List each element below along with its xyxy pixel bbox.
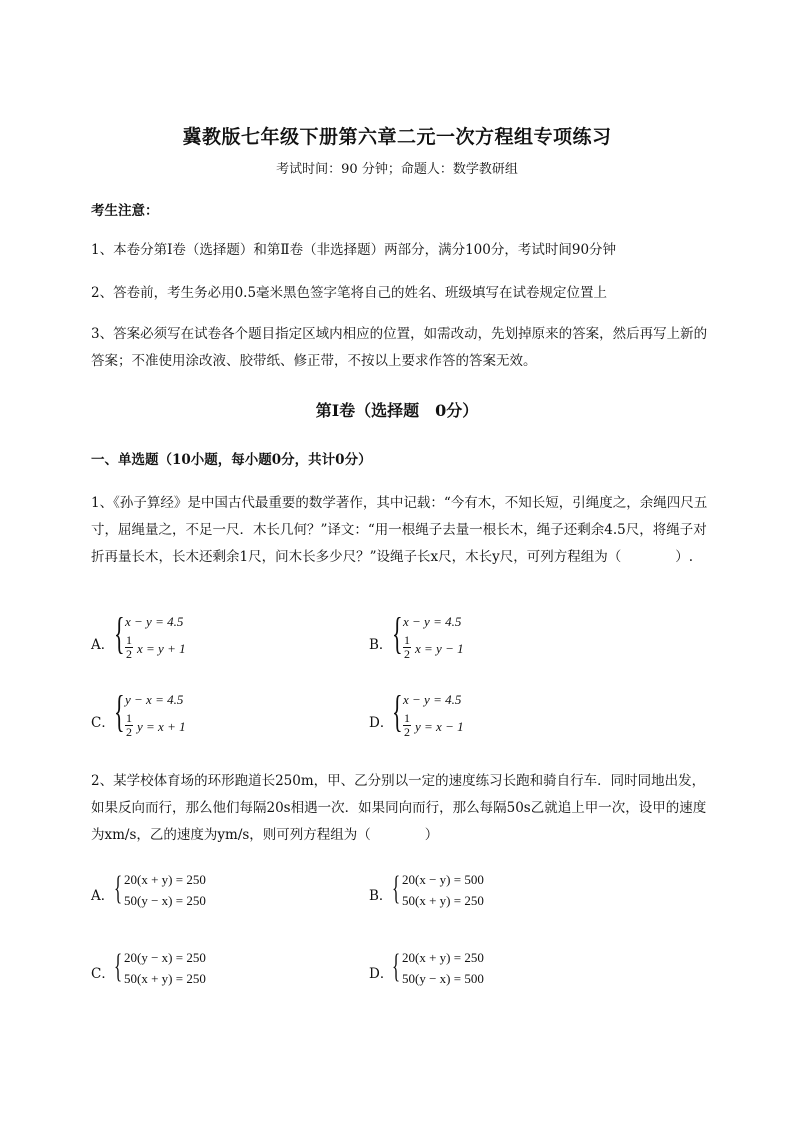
fraction-denominator: 2 bbox=[404, 647, 410, 661]
equation-1: x − y = 4.5 bbox=[403, 614, 462, 629]
equation-2-rest: x = y + 1 bbox=[137, 641, 186, 656]
brace-icon: { bbox=[392, 687, 403, 736]
brace-icon: { bbox=[114, 870, 123, 907]
equation-2-rest: y = x − 1 bbox=[415, 719, 464, 734]
brace-icon: { bbox=[114, 609, 125, 658]
equation-1: x − y = 4.5 bbox=[125, 614, 184, 629]
equation-2: 50(y − x) = 500 bbox=[402, 971, 484, 986]
equation-1: 20(y − x) = 250 bbox=[124, 950, 206, 965]
q1-option-b-label: B． bbox=[369, 637, 393, 653]
fraction-numerator: 1 bbox=[404, 711, 410, 725]
fraction-numerator: 1 bbox=[126, 633, 132, 647]
fraction-numerator: 1 bbox=[404, 633, 410, 647]
note-item-1: 1、本卷分第Ⅰ卷（选择题）和第Ⅱ卷（非选择题）两部分，满分100分，考试时间90分钟 bbox=[91, 242, 617, 258]
note-item-3: 3、答案必须写在试卷各个题目指定区域内相应的位置，如需改动，先划掉原来的答案，然后再写上新的答案；不准使用涂改液、胶带纸、修正带，不按以上要求作答的答案无效。 bbox=[91, 326, 708, 369]
q1-option-d-label: D． bbox=[369, 715, 394, 731]
q2-option-b-label: B． bbox=[369, 888, 393, 904]
equation-2: 50(x + y) = 250 bbox=[402, 893, 484, 908]
fraction-numerator: 1 bbox=[126, 711, 132, 725]
fraction-denominator: 2 bbox=[404, 725, 410, 739]
page-subtitle: 考试时间：90 分钟；命题人：数学教研组 bbox=[276, 162, 518, 177]
fraction-denominator: 2 bbox=[126, 725, 132, 739]
part-heading: 一、单选题（10小题，每小题0分，共计0分） bbox=[91, 452, 372, 468]
q2-option-d-label: D． bbox=[369, 966, 394, 982]
equation-2: 50(y − x) = 250 bbox=[124, 893, 206, 908]
brace-icon: { bbox=[392, 870, 401, 907]
question-2-text: 2、某学校体育场的环形跑道长250m，甲、乙分别以一定的速度练习长跑和骑自行车．同时同地出发，如果反向而行，那么他们每隔20s相遇一次．如果同向而行，那么每隔50s乙就追上甲一次，设甲的速度为xm/s，乙的速度为ym/s，则可列方程组为（ ） bbox=[91, 773, 707, 843]
equation-1: 20(x − y) = 500 bbox=[402, 872, 484, 887]
equation-1: y − x = 4.5 bbox=[125, 692, 184, 707]
fraction-denominator: 2 bbox=[126, 647, 132, 661]
equation-1: 20(x + y) = 250 bbox=[124, 872, 206, 887]
equation-2: 50(x + y) = 250 bbox=[124, 971, 206, 986]
q1-option-a-label: A． bbox=[91, 637, 115, 653]
q2-option-a-label: A． bbox=[91, 888, 115, 904]
section-title: 第Ⅰ卷（选择题 0分） bbox=[315, 401, 479, 420]
q1-option-c-label: C． bbox=[91, 715, 115, 731]
page-title: 冀教版七年级下册第六章二元一次方程组专项练习 bbox=[182, 126, 612, 148]
note-item-2: 2、答卷前，考生务必用0.5毫米黑色签字笔将自己的姓名、班级填写在试卷规定位置上 bbox=[91, 285, 608, 301]
brace-icon: { bbox=[114, 948, 123, 985]
equation-2-rest: x = y − 1 bbox=[415, 641, 464, 656]
equation-1: 20(x + y) = 250 bbox=[402, 950, 484, 965]
brace-icon: { bbox=[114, 687, 125, 736]
notes-heading: 考生注意： bbox=[91, 203, 159, 219]
brace-icon: { bbox=[392, 609, 403, 658]
question-1-text: 1、《孙子算经》是中国古代最重要的数学著作，其中记载：“今有木，不知长短，引绳度之，余绳四尺五寸，屈绳量之，不足一尺．木长几何？”译文：“用一根绳子去量一根长木，绳子还剩余4.5尺，将绳子对折再量长木，长木还剩余1尺，问木长多少尺？”设绳子长x尺，木长y尺，可列方程组为（ ）. bbox=[91, 495, 708, 565]
brace-icon: { bbox=[392, 948, 401, 985]
equation-1: x − y = 4.5 bbox=[403, 692, 462, 707]
q2-option-c-label: C． bbox=[91, 966, 115, 982]
equation-2-rest: y = x + 1 bbox=[137, 719, 186, 734]
